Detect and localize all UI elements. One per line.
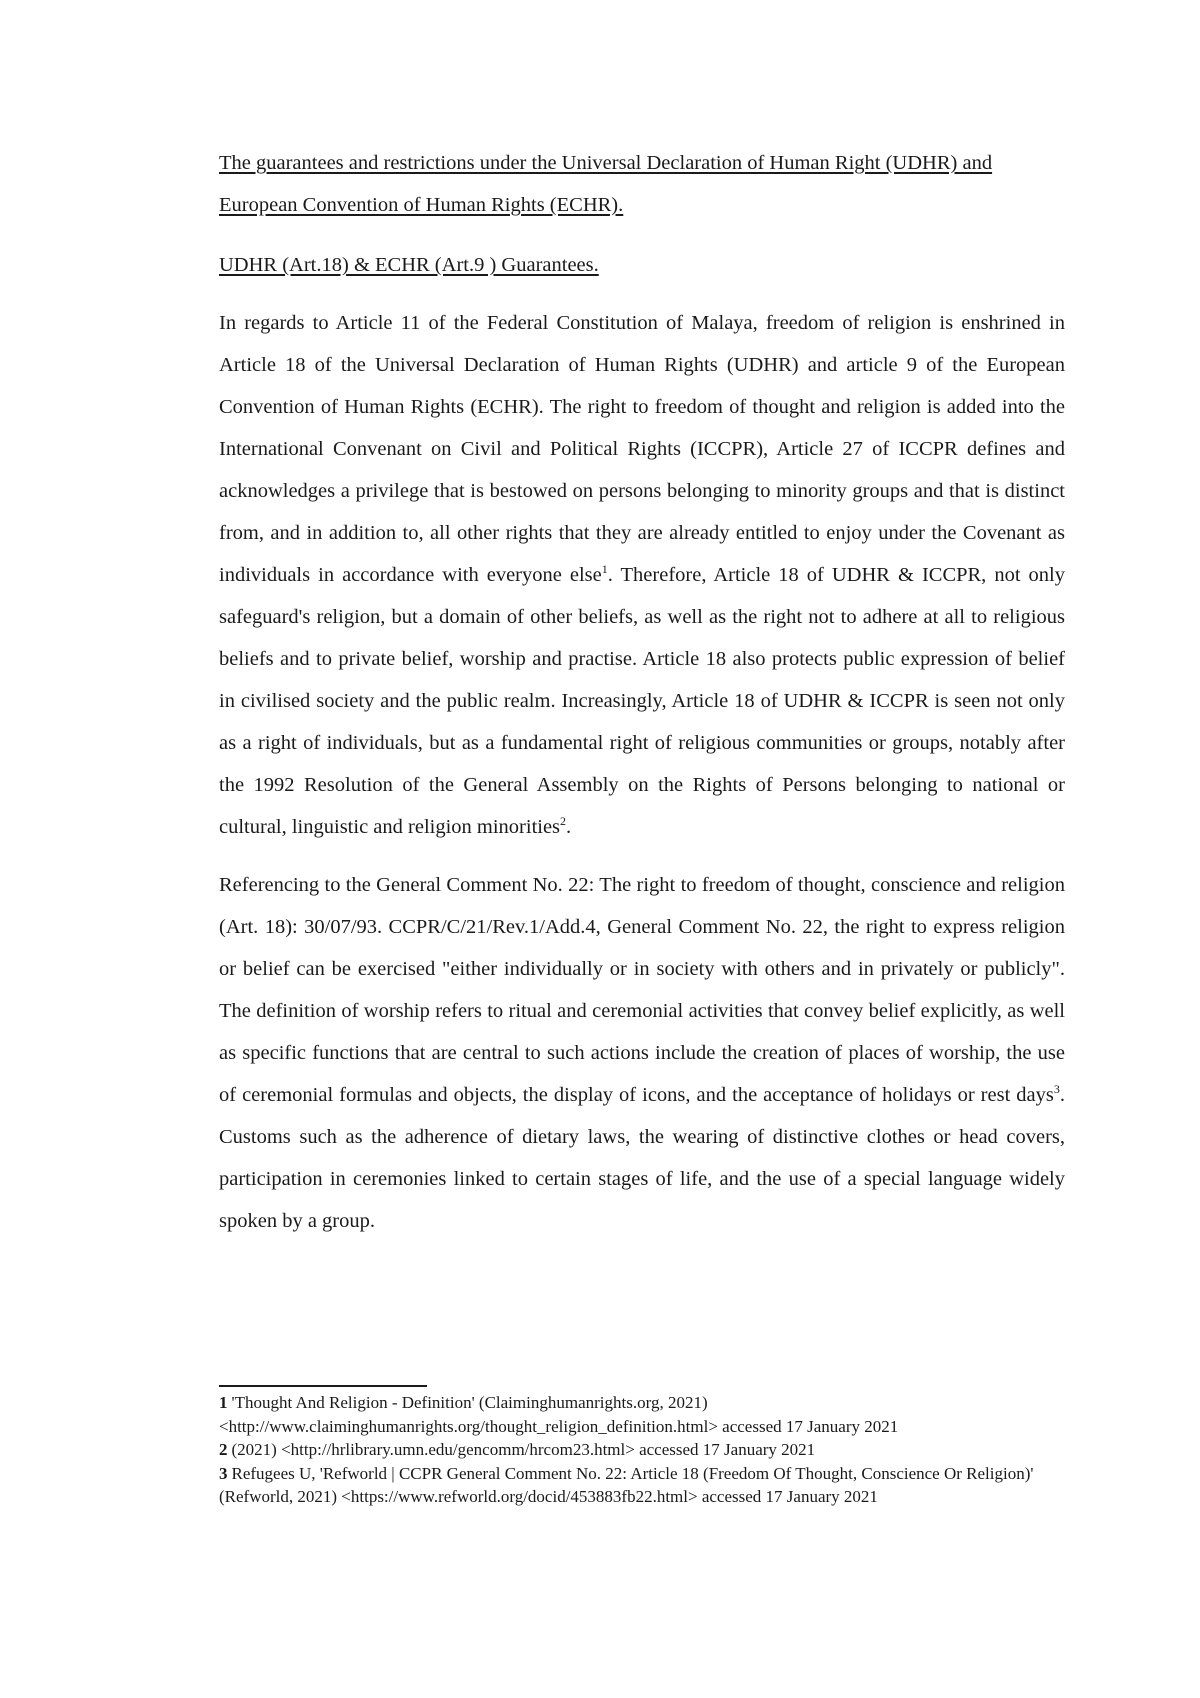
footnote-ref-1[interactable]: 1 — [601, 562, 608, 577]
footnote-text: 'Thought And Religion - Definition' (Claiminghumanrights.org, 2021) <http://www.claiminghumanrights.org/thought_religion_definition.html> accessed 17 January 2021 — [219, 1393, 899, 1436]
footnote-number: 3 — [219, 1463, 228, 1483]
footnote-separator — [219, 1385, 427, 1387]
document-body — [219, 142, 1065, 1242]
paragraph-2-text-a: Referencing to the General Comment No. 22: The right to freedom of thought, conscience and religion (Art. 18): 30/07/93. CCPR/C/21/Rev.1/Add.4, General Comment No. 22, the right to express religion or belief can be exercised "either individually or in society with others and in privately or publicly". The definition of worship refers to ritual and ceremonial activities that convey belief explicitly, as well as specific functions that are central to such actions include the creation of places of worship, the use of ceremonial formulas and objects, the display of icons, and the acceptance of holidays or rest days — [219, 874, 1065, 1106]
paragraph-1-text-c: . — [566, 816, 572, 838]
paragraph-2 — [219, 848, 1065, 1242]
paragraph-1-text-a: In regards to Article 11 of the Federal Constitution of Malaya, freedom of religion is enshrined in Article 18 of the Universal Declaration of Human Rights (UDHR) and article 9 of the European Convention of Human Rights (ECHR). The right to freedom of thought and religion is added into the International Convenant on Civil and Political Rights (ICCPR), Article 27 of ICCPR defines and acknowledges a privilege that is bestowed on persons belonging to minority groups and that is distinct from, and in addition to, all other rights that they are already entitled to enjoy under the Covenant as individuals in accordance with everyone else — [219, 312, 1065, 586]
footnotes-section — [219, 1385, 1065, 1509]
paragraph-1-text-b: . Therefore, Article 18 of UDHR & ICCPR, not only safeguard's religion, but a domain of other beliefs, as well as the right not to adhere at all to religious beliefs and to private belief, worship and practise. Article 18 also protects public expression of belief in civilised society and the public realm. Increasingly, Article 18 of UDHR & ICCPR is seen not only as a right of individuals, but as a fundamental right of religious communities or groups, notably after the 1992 Resolution of the General Assembly on the Rights of Persons belonging to national or cultural, linguistic and religion minorities — [219, 564, 1065, 838]
footnote-text: Refugees U, 'Refworld | CCPR General Comment No. 22: Article 18 (Freedom Of Thought, Conscience Or Religion)' (Refworld, 2021) <https://www.refworld.org/docid/453883fb22.html> accessed 17 January 2021 — [219, 1463, 1034, 1506]
footnote-2 — [219, 1438, 1065, 1462]
paragraph-2-text-b: . Customs such as the adherence of dietary laws, the wearing of distinctive clothes or head covers, participation in ceremonies linked to certain stages of life, and the use of a special language widely spoken by a group. — [219, 1084, 1065, 1232]
footnote-1 — [219, 1391, 1065, 1438]
paragraph-1 — [219, 286, 1065, 848]
footnote-ref-3[interactable]: 3 — [1053, 1082, 1060, 1097]
footnote-text: (2021) <http://hrlibrary.umn.edu/gencomm/hrcom23.html> accessed 17 January 2021 — [231, 1440, 816, 1459]
section-heading: UDHR (Art.18) & ECHR (Art.9 ) Guarantees. — [219, 254, 599, 276]
footnote-3 — [219, 1462, 1065, 1509]
footnote-ref-2[interactable]: 2 — [560, 814, 567, 829]
footnote-number: 1 — [219, 1393, 228, 1412]
document-title: The guarantees and restrictions under the Universal Declaration of Human Right (UDHR) and European Convention of Human Rights (ECHR). — [219, 152, 993, 216]
footnote-number: 2 — [219, 1440, 228, 1459]
